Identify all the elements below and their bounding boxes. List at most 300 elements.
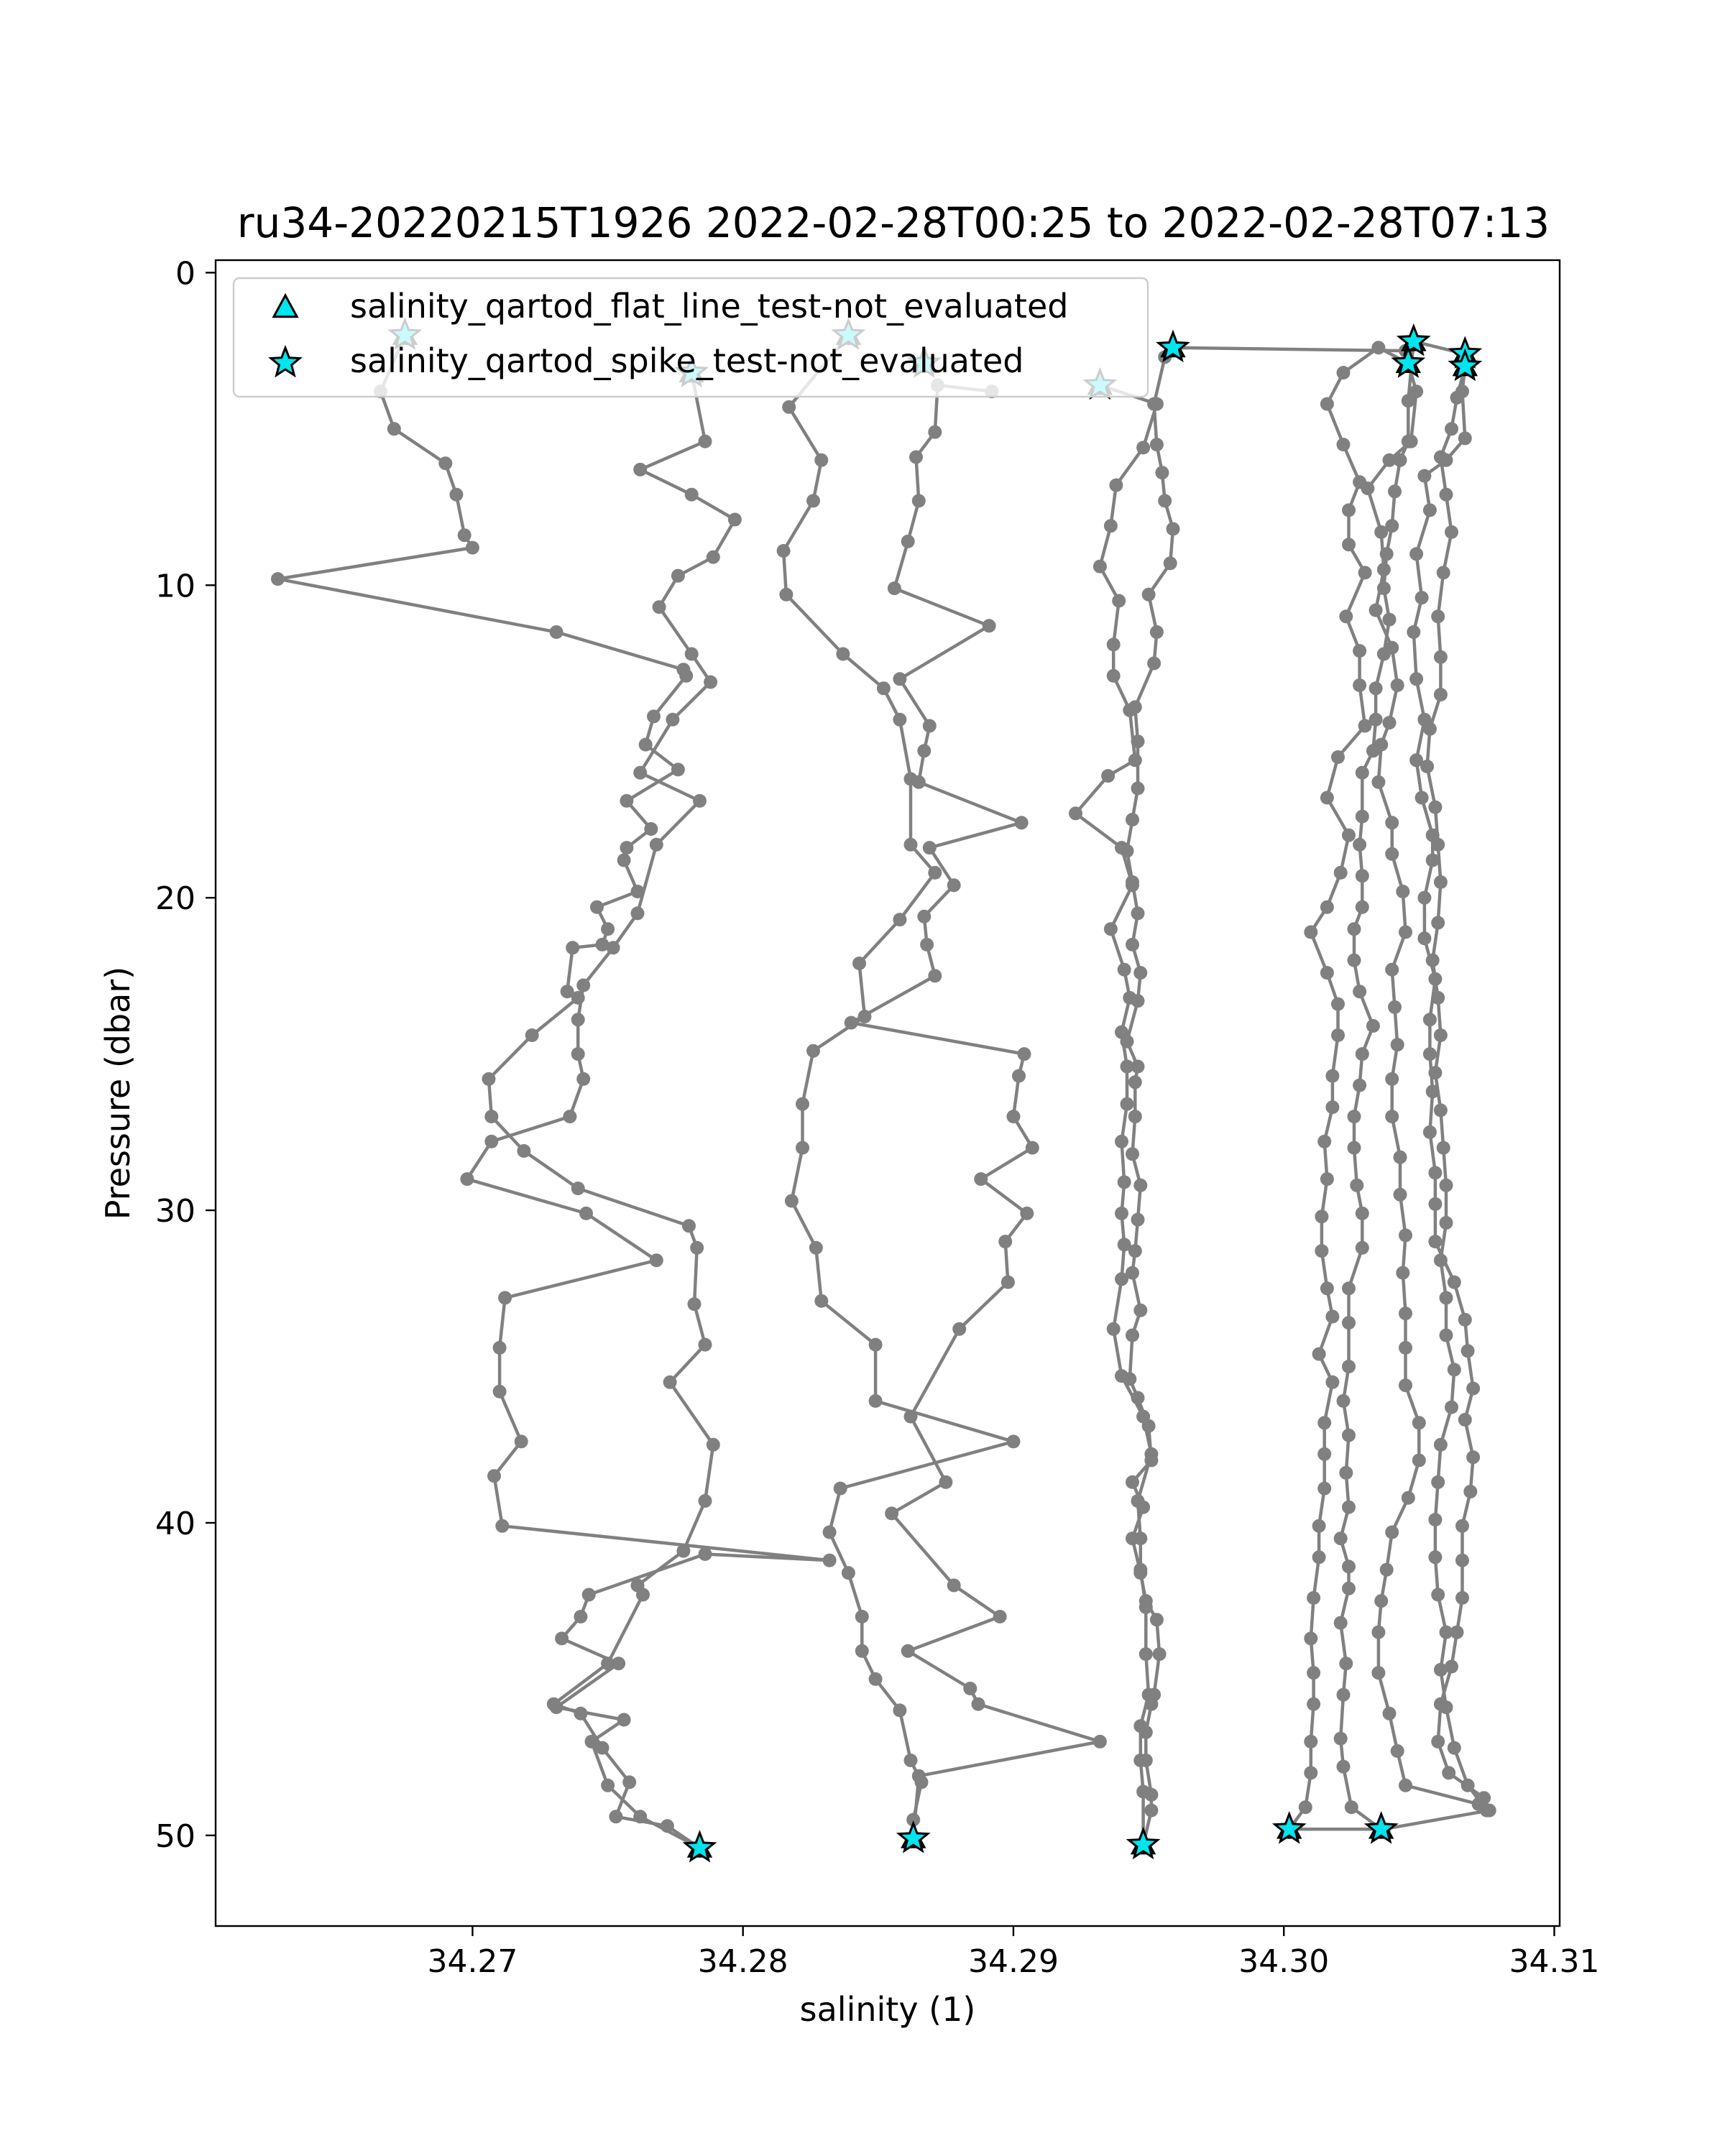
- profile-point: [998, 1235, 1012, 1248]
- profile-point: [1131, 994, 1145, 1008]
- profile-point: [1345, 1800, 1358, 1814]
- profile-point: [782, 400, 796, 414]
- profile-point: [796, 1097, 809, 1111]
- profile-point: [682, 1219, 696, 1233]
- profile-point: [893, 672, 906, 686]
- profile-point: [579, 1207, 593, 1220]
- profile-point: [1093, 560, 1107, 573]
- profile-point: [609, 1810, 622, 1823]
- profile-point: [1353, 838, 1366, 852]
- profile-point: [631, 906, 645, 920]
- profile-point: [855, 1644, 869, 1658]
- profile-point: [1399, 1307, 1412, 1320]
- profile-point: [809, 1241, 823, 1255]
- profile-point: [1437, 1141, 1450, 1155]
- profile-point: [1423, 1125, 1437, 1139]
- profile-point: [1126, 1531, 1139, 1545]
- profile-point: [912, 494, 926, 507]
- profile-point: [1385, 963, 1399, 977]
- profile-point: [1396, 885, 1409, 898]
- profile-point: [1320, 397, 1334, 411]
- profile-point: [1388, 1000, 1402, 1014]
- profile-point: [1458, 1313, 1472, 1327]
- profile-point: [917, 910, 931, 923]
- profile-point: [1001, 1276, 1015, 1289]
- profile-point: [855, 1610, 869, 1623]
- profile-point: [550, 625, 564, 639]
- profile-point: [1339, 1657, 1353, 1670]
- profile-point: [888, 581, 901, 595]
- profile-point: [582, 1588, 596, 1602]
- profile-point: [704, 676, 717, 689]
- profile-point: [1437, 566, 1450, 579]
- profile-point: [1423, 503, 1437, 517]
- profile-point: [1440, 1179, 1453, 1192]
- profile-point: [917, 744, 931, 757]
- profile-point: [1374, 738, 1388, 752]
- profile-point: [1337, 1760, 1351, 1774]
- profile-point: [1353, 678, 1366, 692]
- profile-point: [1107, 1322, 1121, 1336]
- profile-point: [1466, 1450, 1480, 1464]
- profile-point: [1164, 556, 1177, 570]
- profile-point: [1391, 1038, 1404, 1051]
- profile-point: [498, 1291, 512, 1304]
- profile-point: [983, 619, 996, 632]
- profile-point: [1304, 1735, 1317, 1749]
- profile-point: [1450, 391, 1464, 405]
- profile-point: [1312, 1550, 1326, 1564]
- profile-point: [571, 1047, 585, 1061]
- profile-point: [1126, 1266, 1139, 1280]
- profile-point: [1350, 1179, 1363, 1192]
- profile-point: [617, 854, 631, 867]
- profile-point: [1131, 782, 1145, 796]
- profile-point: [1431, 991, 1445, 1005]
- profile-point: [1317, 1416, 1331, 1429]
- profile-point: [728, 513, 742, 527]
- profile-point: [1304, 926, 1317, 939]
- profile-point: [1334, 1531, 1348, 1545]
- y-tick-label: 20: [155, 880, 196, 918]
- profile-point: [1325, 1069, 1339, 1083]
- profile-point: [601, 1779, 615, 1792]
- profile-point: [1391, 1744, 1404, 1758]
- profile-point: [601, 922, 615, 936]
- x-tick-label: 34.31: [1509, 1943, 1600, 1980]
- profile-point: [1331, 1028, 1345, 1042]
- profile-point: [699, 1494, 712, 1508]
- profile-point: [1434, 650, 1448, 664]
- profile-point: [1428, 1066, 1442, 1079]
- profile-point: [1348, 1141, 1361, 1155]
- profile-point: [1150, 1613, 1164, 1626]
- profile-point: [1371, 1626, 1385, 1639]
- profile-point: [636, 1588, 650, 1602]
- profile-point: [487, 1469, 501, 1483]
- profile-point: [1412, 1416, 1426, 1429]
- profile-point: [1153, 1647, 1167, 1661]
- profile-point: [1320, 900, 1334, 914]
- profile-point: [1112, 594, 1126, 608]
- profile-point: [620, 841, 633, 854]
- profile-point: [1374, 525, 1388, 539]
- profile-point: [387, 422, 401, 436]
- profile-point: [688, 1297, 702, 1311]
- profile-point: [1409, 547, 1423, 561]
- profile-point: [1131, 1060, 1145, 1074]
- profile-point: [1412, 1454, 1426, 1468]
- profile-point: [1348, 922, 1361, 936]
- y-tick-label: 50: [155, 1818, 196, 1855]
- profile-point: [1126, 813, 1139, 826]
- profile-point: [1339, 1466, 1353, 1480]
- profile-point: [923, 719, 937, 733]
- profile-point: [1445, 525, 1458, 539]
- profile-point: [1131, 906, 1145, 920]
- profile-point: [571, 1181, 585, 1195]
- profile-point: [1391, 678, 1404, 692]
- profile-point: [912, 1769, 926, 1783]
- profile-point: [1147, 397, 1161, 411]
- profile-point: [1383, 613, 1397, 627]
- profile-point: [1315, 1210, 1328, 1223]
- profile-point: [1356, 869, 1369, 883]
- profile-point: [484, 1135, 498, 1148]
- profile-point: [928, 866, 942, 880]
- profile-point: [1377, 563, 1391, 576]
- profile-point: [1315, 1244, 1328, 1258]
- profile-point: [495, 1519, 509, 1533]
- y-tick-label: 40: [155, 1505, 196, 1542]
- profile-point: [1434, 688, 1448, 701]
- profile-point: [1385, 816, 1399, 829]
- profile-point: [1434, 1663, 1448, 1677]
- profile-point: [1423, 1047, 1437, 1061]
- y-tick-label: 10: [155, 568, 196, 605]
- profile-point: [644, 822, 658, 836]
- profile-point: [679, 669, 693, 683]
- profile-point: [693, 794, 707, 808]
- profile-point: [1139, 1647, 1153, 1661]
- profile-point: [1396, 1266, 1409, 1280]
- profile-point: [1461, 1779, 1475, 1792]
- profile-point: [1337, 1394, 1351, 1408]
- profile-point: [1371, 775, 1385, 789]
- profile-point: [1133, 1179, 1147, 1192]
- profile-point: [1121, 844, 1134, 858]
- profile-point: [563, 1110, 576, 1123]
- profile-point: [1434, 1438, 1448, 1452]
- profile-point: [1093, 1735, 1107, 1749]
- profile-point: [1131, 734, 1145, 748]
- profile-point: [1020, 1207, 1034, 1220]
- profile-point: [707, 550, 720, 564]
- profile-point: [607, 941, 620, 954]
- y-tick-label: 0: [175, 255, 196, 292]
- profile-point: [699, 1547, 712, 1561]
- profile-point: [1399, 1341, 1412, 1355]
- chart-title: ru34-20220215T1926 2022-02-28T00:25 to 2022-02-28T07:13: [236, 198, 1550, 247]
- x-tick-label: 34.30: [1238, 1943, 1330, 1980]
- profile-point: [555, 1631, 569, 1645]
- x-tick-label: 34.27: [427, 1943, 518, 1980]
- profile-point: [1121, 1097, 1134, 1111]
- profile-point: [1431, 1588, 1445, 1602]
- profile-point: [1337, 438, 1351, 451]
- profile-point: [1455, 1519, 1469, 1533]
- profile-point: [1428, 1197, 1442, 1211]
- profile-point: [525, 1028, 539, 1042]
- profile-point: [947, 878, 961, 892]
- profile-point: [515, 1434, 528, 1448]
- profile-point: [904, 1410, 918, 1424]
- profile-point: [1445, 1401, 1458, 1414]
- profile-point: [647, 709, 661, 723]
- profile-point: [1342, 538, 1356, 551]
- profile-point: [1107, 669, 1121, 683]
- profile-point: [653, 600, 666, 614]
- x-axis-label: salinity (1): [799, 1990, 976, 2029]
- profile-point: [1144, 1804, 1158, 1818]
- profile-point: [1417, 931, 1431, 945]
- x-tick-label: 34.29: [967, 1943, 1059, 1980]
- profile-point: [1431, 1475, 1445, 1489]
- profile-point: [1312, 1348, 1326, 1361]
- profile-point: [1334, 866, 1348, 880]
- profile-point: [690, 1241, 704, 1255]
- profile-point: [1385, 847, 1399, 861]
- profile-point: [671, 763, 685, 776]
- profile-point: [1402, 1491, 1415, 1505]
- profile-point: [1115, 1135, 1128, 1148]
- profile-point: [1356, 766, 1369, 780]
- profile-point: [576, 979, 590, 992]
- profile-point: [1069, 806, 1082, 820]
- profile-point: [1448, 1741, 1461, 1755]
- profile-point: [823, 1526, 837, 1539]
- legend-label-spike: salinity_qartod_spike_test-not_evaluated: [350, 341, 1024, 380]
- y-tick-label: 30: [155, 1193, 196, 1230]
- profile-point: [1455, 1591, 1469, 1605]
- profile-point: [1325, 1376, 1339, 1389]
- profile-point: [1394, 1151, 1407, 1164]
- profile-point: [1385, 641, 1399, 655]
- profile-point: [1480, 1804, 1494, 1818]
- profile-point: [1131, 1391, 1145, 1405]
- profile-point: [1348, 954, 1361, 967]
- profile-point: [1409, 384, 1423, 398]
- profile-point: [904, 838, 918, 852]
- profile-point: [1371, 1666, 1385, 1680]
- profile-point: [1342, 1281, 1356, 1295]
- profile-point: [1428, 1550, 1442, 1564]
- profile-point: [1385, 1526, 1399, 1539]
- profile-point: [904, 1754, 918, 1767]
- profile-point: [1423, 1013, 1437, 1026]
- profile-point: [869, 1672, 883, 1686]
- profile-point: [1399, 1378, 1412, 1392]
- profile-point: [1420, 760, 1434, 773]
- profile-point: [1101, 769, 1115, 783]
- profile-point: [1348, 1110, 1361, 1123]
- profile-point: [1353, 644, 1366, 658]
- profile-point: [806, 1044, 820, 1058]
- profile-point: [585, 1735, 599, 1749]
- profile-point: [1133, 1566, 1147, 1580]
- profile-point: [650, 1253, 663, 1267]
- profile-point: [1136, 441, 1150, 454]
- profile-point: [1128, 1244, 1142, 1258]
- profile-point: [963, 1682, 977, 1695]
- profile-point: [1139, 1726, 1153, 1739]
- profile-point: [566, 941, 579, 954]
- profile-point: [517, 1144, 530, 1158]
- profile-point: [707, 1438, 720, 1452]
- profile-point: [458, 528, 472, 542]
- profile-point: [1431, 916, 1445, 930]
- profile-point: [1307, 1591, 1320, 1605]
- profile-point: [947, 1579, 961, 1593]
- profile-point: [663, 1376, 677, 1389]
- profile-point: [1104, 922, 1118, 936]
- profile-point: [1417, 469, 1431, 483]
- profile-point: [1317, 1135, 1331, 1148]
- profile-point: [1385, 1110, 1399, 1123]
- y-axis-label: Pressure (dbar): [98, 966, 137, 1220]
- profile-point: [590, 900, 604, 914]
- profile-point: [1320, 966, 1334, 980]
- profile-point: [1434, 1253, 1448, 1267]
- profile-point: [1366, 1019, 1380, 1033]
- profile-point: [1018, 1047, 1031, 1061]
- profile-point: [666, 713, 679, 727]
- profile-point: [671, 569, 685, 583]
- profile-point: [1399, 926, 1412, 939]
- profile-point: [901, 535, 915, 548]
- profile-point: [836, 648, 850, 661]
- profile-point: [1337, 1688, 1351, 1702]
- profile-point: [1463, 1485, 1477, 1498]
- profile-point: [1466, 1382, 1480, 1396]
- profile-point: [1409, 672, 1423, 686]
- profile-point: [823, 1554, 837, 1567]
- profile-point: [1299, 1800, 1312, 1814]
- profile-point: [1144, 1788, 1158, 1802]
- profile-point: [1131, 1213, 1145, 1227]
- profile-point: [482, 1072, 496, 1086]
- profile-point: [952, 1322, 966, 1336]
- profile-point: [1109, 479, 1123, 492]
- profile-point: [1434, 1103, 1448, 1117]
- profile-point: [484, 1110, 498, 1123]
- profile-point: [620, 794, 633, 808]
- profile-point: [1417, 891, 1431, 905]
- profile-point: [1374, 1594, 1388, 1608]
- profile-point: [1128, 700, 1142, 714]
- profile-point: [1337, 366, 1351, 379]
- profile-point: [1339, 609, 1353, 623]
- profile-point: [1012, 1069, 1026, 1083]
- profile-point: [1026, 1141, 1039, 1155]
- profile-point: [612, 1657, 625, 1670]
- profile-point: [1440, 1329, 1453, 1342]
- profile-point: [1356, 810, 1369, 824]
- profile-point: [1356, 1241, 1369, 1255]
- profile-point: [1320, 1281, 1334, 1295]
- profile-point: [1342, 1316, 1356, 1330]
- profile-point: [1399, 1228, 1412, 1242]
- profile-point: [493, 1385, 507, 1399]
- profile-point: [920, 938, 934, 952]
- profile-point: [1399, 1779, 1412, 1792]
- profile-point: [1128, 1075, 1142, 1089]
- profile-point: [1440, 1700, 1453, 1714]
- profile-point: [1320, 1172, 1334, 1186]
- profile-point: [1317, 1447, 1331, 1461]
- profile-point: [1342, 1560, 1356, 1573]
- profile-point: [901, 1644, 915, 1658]
- profile-point: [1167, 522, 1180, 536]
- profile-point: [1428, 1235, 1442, 1248]
- profile-point: [1383, 716, 1397, 729]
- profile-point: [1312, 1519, 1326, 1533]
- profile-point: [993, 1610, 1007, 1623]
- profile-point: [1388, 484, 1402, 498]
- profile-point: [1431, 609, 1445, 623]
- profile-point: [1342, 1360, 1356, 1373]
- profile-point: [1126, 875, 1139, 889]
- profile-point: [1383, 1707, 1397, 1720]
- profile-point: [271, 572, 285, 586]
- profile-point: [1356, 900, 1369, 914]
- profile-point: [1121, 1035, 1134, 1049]
- profile-point: [1142, 1419, 1156, 1433]
- profile-point: [1380, 1563, 1394, 1577]
- profile-point: [1394, 1188, 1407, 1202]
- profile-point: [1150, 438, 1164, 451]
- profile-point: [1334, 1732, 1348, 1746]
- profile-point: [845, 1016, 858, 1030]
- profile-point: [1007, 1434, 1021, 1448]
- profile-point: [550, 1700, 564, 1714]
- profile-point: [1118, 1175, 1131, 1189]
- profile-point: [1342, 829, 1356, 842]
- profile-point: [1431, 838, 1445, 852]
- profile-point: [972, 1697, 985, 1711]
- profile-point: [1404, 435, 1418, 448]
- profile-point: [574, 1610, 587, 1623]
- profile-point: [923, 841, 937, 854]
- legend-label-flat-line: salinity_qartod_flat_line_test-not_evaluated: [350, 287, 1069, 326]
- profile-point: [869, 1394, 883, 1408]
- profile-point: [1136, 1501, 1150, 1514]
- profile-point: [1307, 1666, 1320, 1680]
- profile-point: [912, 775, 926, 789]
- profile-point: [1431, 1735, 1445, 1749]
- profile-point: [1126, 938, 1139, 952]
- profile-point: [1320, 791, 1334, 805]
- profile-point: [1342, 1501, 1356, 1514]
- profile-point: [1128, 753, 1142, 767]
- profile-point: [1455, 1554, 1469, 1567]
- profile-point: [1331, 750, 1345, 764]
- profile-point: [1434, 875, 1448, 889]
- legend: [234, 278, 1148, 397]
- profile-point: [1123, 1372, 1136, 1386]
- profile-point: [893, 913, 906, 926]
- profile-point: [1440, 1291, 1453, 1304]
